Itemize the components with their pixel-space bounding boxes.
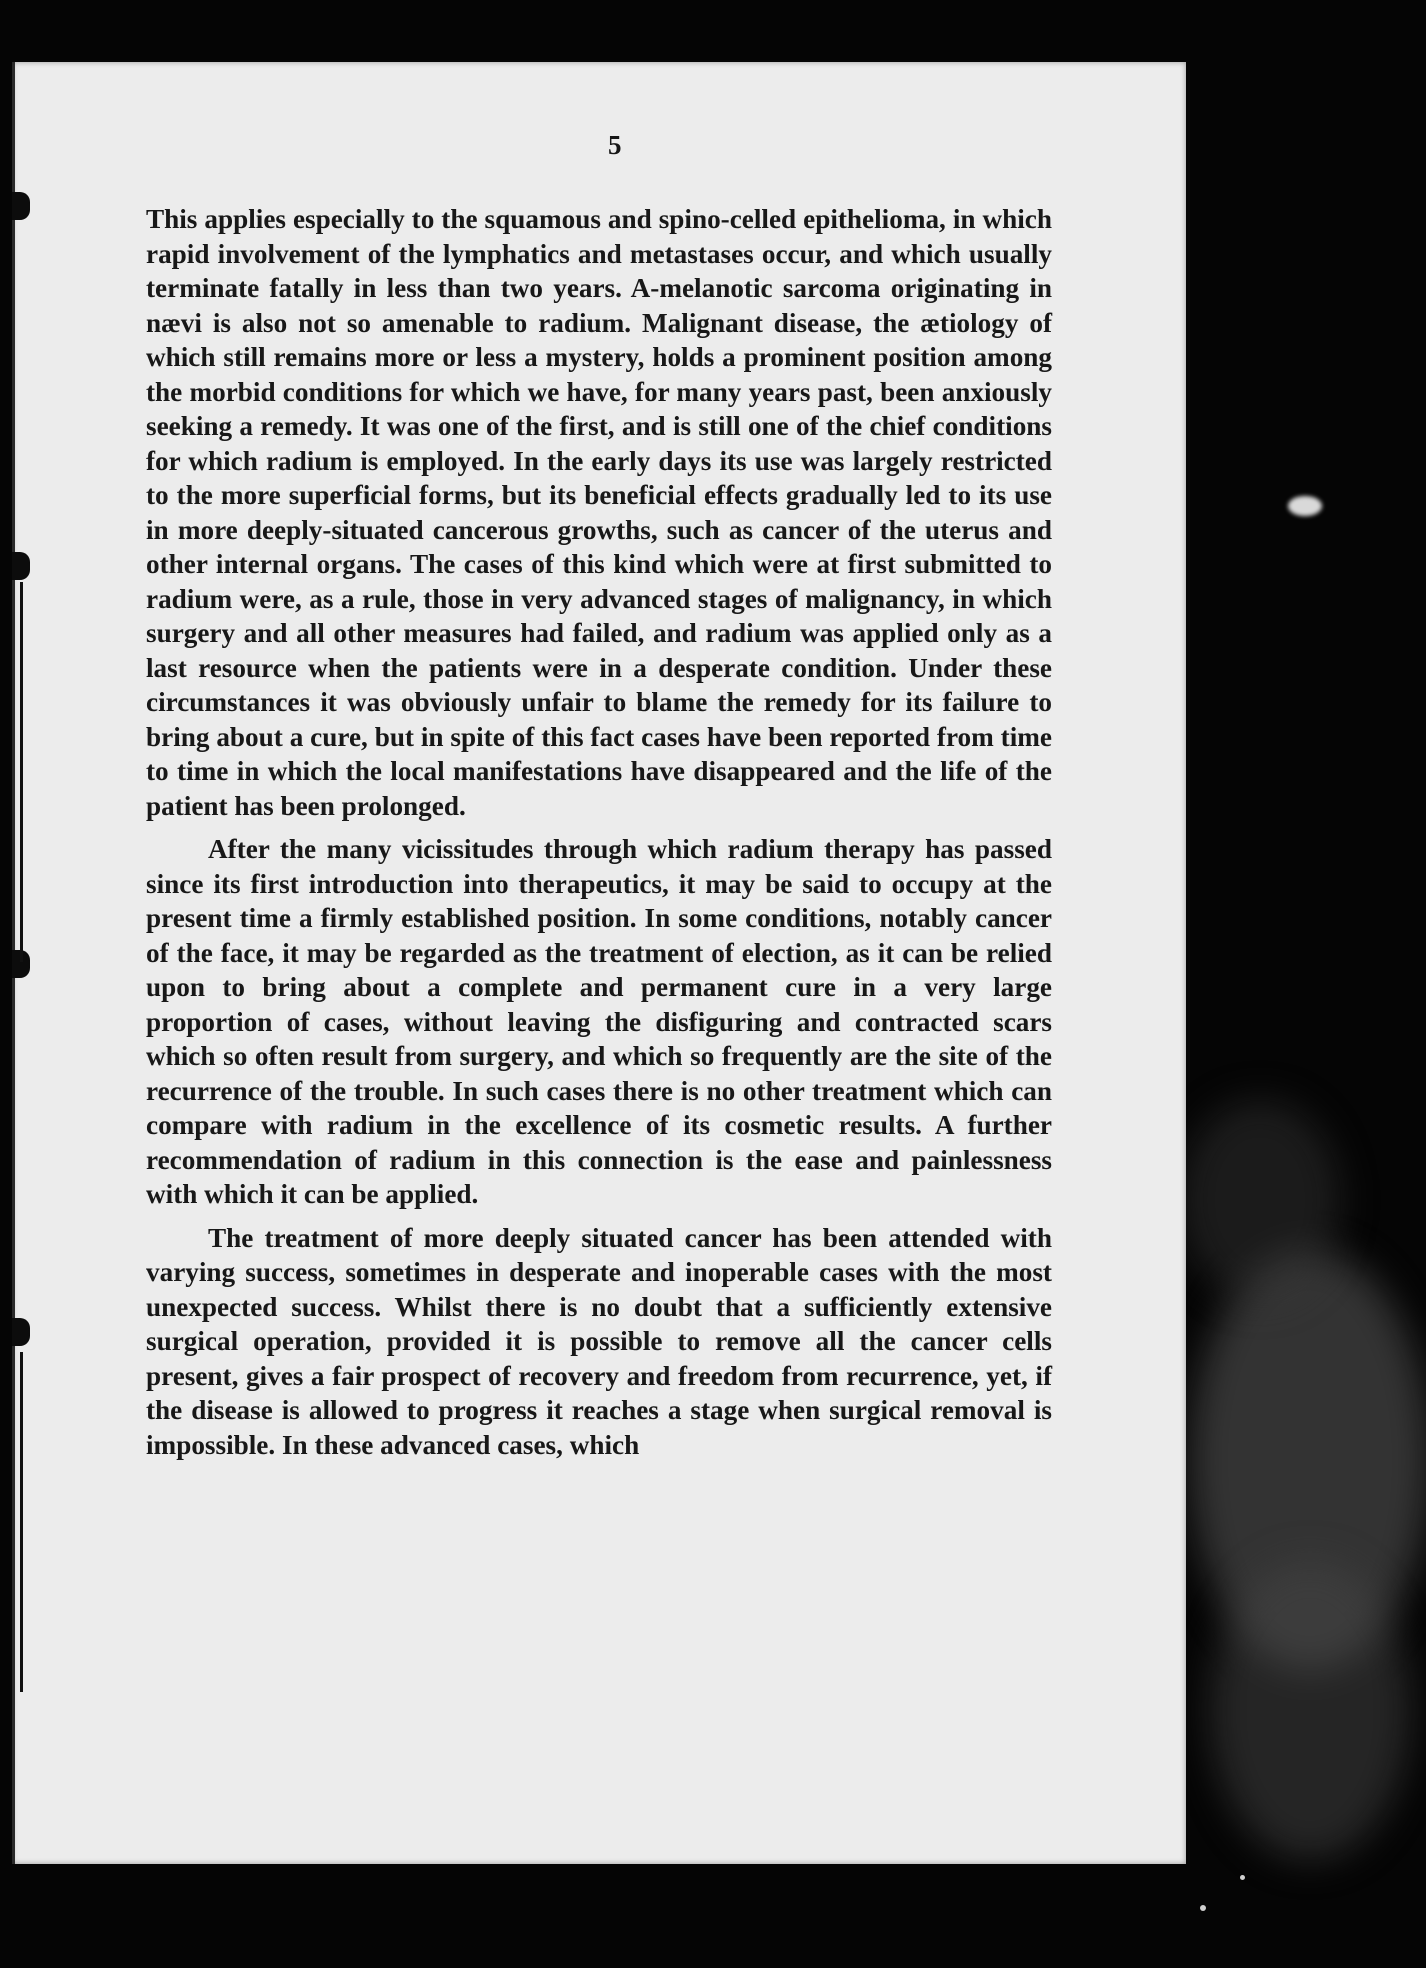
background-speck	[1240, 1875, 1245, 1880]
background-speck	[1288, 496, 1322, 516]
paragraph-3: The treatment of more deeply situated cancer has been attended with varying success, sometimes in desperate and inoperable cases with the most unexpected success. Whilst there is no doubt that a sufficiently extensive surgical operation, provided it is possible to remove all the cancer cells present, gives a fair prospect of recovery and freedom from recurrence, yet, if the disease is allowed to progress it reaches a stage when surgical removal is impossible. In these advanced cases, which	[146, 1222, 1052, 1460]
body-text	[146, 202, 1052, 1471]
binding-mark	[12, 192, 30, 220]
binding-mark	[12, 552, 30, 580]
binding-line	[20, 1352, 23, 1692]
page-number: 5	[608, 130, 622, 160]
background-blotch	[1180, 1100, 1340, 1300]
paragraph-2: After the many vicissitudes through which radium therapy has passed since its first introduction into therapeutics, it may be said to occupy at the present time a firmly established position. In some conditions, notably cancer of the face, it may be regarded as the treatment of election, as it can be relied upon to bring about a complete and permanent cure in a very large proportion of cases, without leaving the disfiguring and contracted scars which so often result from surgery, and which so frequently are the site of the recurrence of the trouble. In such cases there is no other treatment which can compare with radium in the excellence of its cosmetic results. A further recommendation of radium in this connection is the ease and painlessness with which it can be applied.	[146, 834, 1052, 1209]
book-page	[12, 62, 1186, 1864]
background-blotch	[1210, 1560, 1410, 1860]
paragraph-1: This applies especially to the squamous and spino-celled epithelioma, in which rapid involvement of the lymphatics and metastases occur, and which usually terminate fatally in less than two years. A-melanotic sarcoma originating in nævi is also not so amenable to radium. Malignant disease, the ætiology of which still remains more or less a mystery, holds a prominent position among the morbid conditions for which we have, for many years past, been anxiously seeking a remedy. It was one of the first, and is still one of the chief conditions for which radium is employed. In the early days its use was largely restricted to the more superficial forms, but its beneficial effects gradually led to its use in more deeply-situated cancerous growths, such as cancer of the uterus and other internal organs. The cases of this kind which were at first submitted to radium were, as a rule, those in very advanced stages of malignancy, in which surgery and all other measures had failed, and radium was applied only as a last resource when the patients were in a desperate condition. Under these circumstances it was obviously unfair to blame the remedy for its failure to bring about a cure, but in spite of this fact cases have been reported from time to time in which the local manifestations have disappeared and the life of the patient has been prolonged.	[146, 204, 1052, 821]
binding-line	[20, 582, 23, 962]
binding-mark	[12, 1318, 30, 1346]
background-speck	[1200, 1905, 1206, 1911]
